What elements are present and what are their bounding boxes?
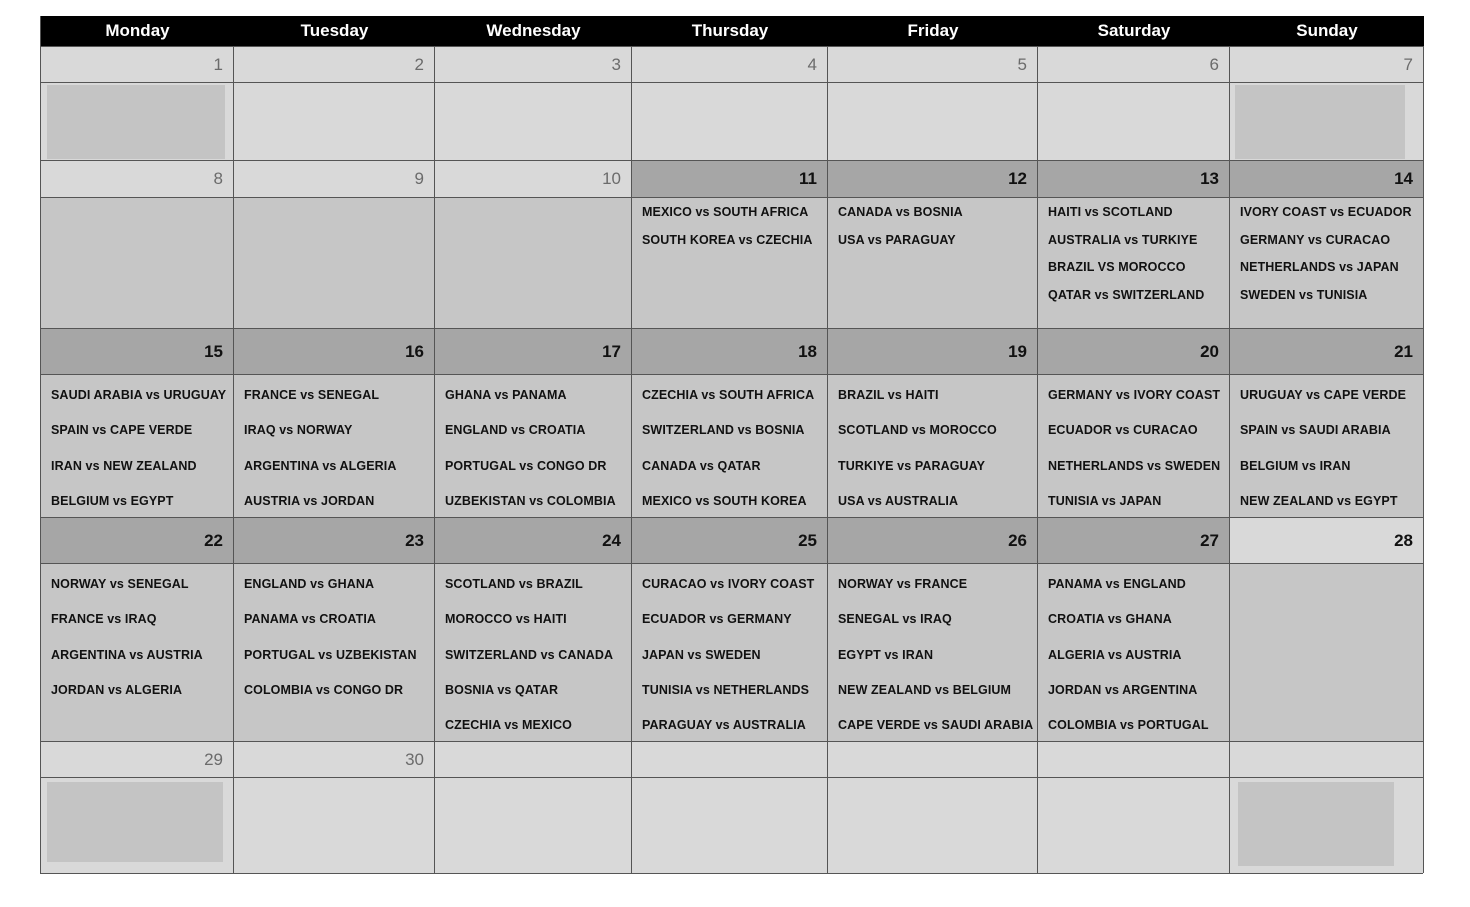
day-cell (828, 374, 1038, 517)
match-item: PORTUGAL vs UZBEKISTAN (244, 647, 417, 662)
day-cell (828, 563, 1038, 741)
match-item: PORTUGAL vs CONGO DR (445, 458, 607, 473)
match-item: CROATIA vs GHANA (1048, 612, 1172, 627)
month-calendar (40, 16, 1423, 874)
day-number: 28 (1230, 517, 1424, 563)
day-number: 9 (234, 160, 435, 197)
day-number: 12 (828, 160, 1038, 197)
match-list (1230, 198, 1423, 312)
day-cell (234, 82, 435, 160)
match-item: ECUADOR vs CURACAO (1048, 423, 1198, 438)
day-cell (1038, 82, 1230, 160)
day-number: 27 (1038, 517, 1230, 563)
match-item: CURACAO vs IVORY COAST (642, 577, 815, 591)
match-item: HAITI vs SCOTLAND (1048, 205, 1173, 219)
match-item: FRANCE vs IRAQ (51, 612, 157, 627)
day-cell (1230, 777, 1424, 873)
match-item: MOROCCO vs HAITI (445, 612, 567, 627)
day-cell (1038, 563, 1230, 741)
match-item: CANADA vs QATAR (642, 458, 761, 473)
match-item: TUNISIA vs JAPAN (1048, 493, 1162, 508)
weekday-header: Thursday (632, 16, 828, 46)
match-item: GERMANY vs IVORY COAST (1048, 388, 1221, 402)
day-number: 13 (1038, 160, 1230, 197)
placeholder-box (1235, 85, 1405, 159)
match-list (234, 564, 434, 715)
match-item: JAPAN vs SWEDEN (642, 647, 761, 662)
match-item: GERMANY vs CURACAO (1240, 232, 1391, 247)
day-number (1230, 741, 1424, 777)
placeholder-box (1238, 782, 1394, 866)
day-cell (632, 563, 828, 741)
match-list (1038, 564, 1229, 741)
day-cell (1038, 777, 1230, 873)
day-cell (632, 374, 828, 517)
match-item: USA vs PARAGUAY (838, 232, 956, 247)
day-cell (234, 777, 435, 873)
match-item: NEW ZEALAND vs BELGIUM (838, 682, 1012, 697)
day-cell (632, 82, 828, 160)
match-item: NORWAY vs FRANCE (838, 577, 968, 591)
day-number (435, 741, 632, 777)
match-item: SPAIN vs CAPE VERDE (51, 423, 193, 438)
day-cell (435, 82, 632, 160)
match-item: TURKIYE vs PARAGUAY (838, 458, 986, 473)
match-item: IRAN vs NEW ZEALAND (51, 458, 197, 473)
match-item: SWEDEN vs TUNISIA (1240, 287, 1368, 302)
match-list (632, 564, 827, 741)
day-number: 26 (828, 517, 1038, 563)
match-item: CZECHIA vs MEXICO (445, 718, 572, 733)
weekday-header: Sunday (1230, 16, 1424, 46)
day-number: 19 (828, 328, 1038, 374)
day-cell (435, 563, 632, 741)
match-list (1230, 375, 1423, 517)
day-number: 10 (435, 160, 632, 197)
match-item: SCOTLAND vs MOROCCO (838, 423, 997, 438)
match-item: MEXICO vs SOUTH KOREA (642, 493, 807, 508)
match-item: SCOTLAND vs BRAZIL (445, 577, 583, 591)
placeholder-box (47, 85, 225, 159)
day-number: 15 (41, 328, 234, 374)
day-cell (1230, 197, 1424, 328)
match-item: FRANCE vs SENEGAL (244, 388, 380, 402)
weekday-header: Wednesday (435, 16, 632, 46)
match-list (435, 375, 631, 517)
match-item: ECUADOR vs GERMANY (642, 612, 792, 627)
day-cell (435, 374, 632, 517)
weekday-header: Friday (828, 16, 1038, 46)
day-number: 30 (234, 741, 435, 777)
match-item: BELGIUM vs EGYPT (51, 493, 174, 508)
day-number: 29 (41, 741, 234, 777)
day-cell (41, 563, 234, 741)
match-item: PARAGUAY vs AUSTRALIA (642, 718, 806, 733)
day-number: 14 (1230, 160, 1424, 197)
day-number: 23 (234, 517, 435, 563)
day-cell (828, 82, 1038, 160)
match-item: CANADA vs BOSNIA (838, 205, 963, 219)
day-number (828, 741, 1038, 777)
match-item: NORWAY vs SENEGAL (51, 577, 189, 591)
match-item: ALGERIA vs AUSTRIA (1048, 647, 1182, 662)
match-list (828, 375, 1037, 517)
placeholder-box (47, 782, 223, 862)
match-list (632, 375, 827, 517)
match-list (1038, 198, 1229, 312)
day-cell (828, 197, 1038, 328)
day-number: 5 (828, 46, 1038, 82)
day-number: 8 (41, 160, 234, 197)
weekday-header: Saturday (1038, 16, 1230, 46)
day-number: 20 (1038, 328, 1230, 374)
match-item: SENEGAL vs IRAQ (838, 612, 952, 627)
match-item: ARGENTINA vs AUSTRIA (51, 647, 203, 662)
day-cell (234, 563, 435, 741)
match-item: SWITZERLAND vs BOSNIA (642, 423, 805, 438)
day-cell (41, 777, 234, 873)
day-cell (41, 197, 234, 328)
day-number: 22 (41, 517, 234, 563)
match-item: JORDAN vs ALGERIA (51, 682, 183, 697)
day-number: 3 (435, 46, 632, 82)
day-number: 17 (435, 328, 632, 374)
match-item: JORDAN vs ARGENTINA (1048, 682, 1198, 697)
match-item: USA vs AUSTRALIA (838, 493, 959, 508)
day-cell (41, 82, 234, 160)
day-cell (1038, 197, 1230, 328)
day-cell (41, 374, 234, 517)
day-cell (1230, 563, 1424, 741)
day-number: 11 (632, 160, 828, 197)
day-number: 18 (632, 328, 828, 374)
day-number: 21 (1230, 328, 1424, 374)
day-cell (1230, 374, 1424, 517)
match-item: IRAQ vs NORWAY (244, 423, 353, 438)
match-item: MEXICO vs SOUTH AFRICA (642, 205, 809, 219)
match-item: PANAMA vs ENGLAND (1048, 577, 1186, 591)
day-number: 2 (234, 46, 435, 82)
match-item: CAPE VERDE vs SAUDI ARABIA (838, 718, 1034, 733)
match-item: CZECHIA vs SOUTH AFRICA (642, 388, 815, 402)
day-number: 16 (234, 328, 435, 374)
weekday-header: Tuesday (234, 16, 435, 46)
match-item: GHANA vs PANAMA (445, 388, 567, 402)
day-number (632, 741, 828, 777)
day-cell (234, 197, 435, 328)
match-item: UZBEKISTAN vs COLOMBIA (445, 493, 616, 508)
day-cell (828, 777, 1038, 873)
day-cell (1230, 82, 1424, 160)
match-item: NEW ZEALAND vs EGYPT (1240, 493, 1398, 508)
match-item: BELGIUM vs IRAN (1240, 458, 1351, 473)
match-list (828, 564, 1037, 741)
match-list (234, 375, 434, 517)
day-number: 1 (41, 46, 234, 82)
day-cell (1038, 374, 1230, 517)
match-item: SWITZERLAND vs CANADA (445, 647, 614, 662)
match-list (1038, 375, 1229, 517)
match-list (828, 198, 1037, 257)
match-item: ENGLAND vs GHANA (244, 577, 375, 591)
match-item: COLOMBIA vs PORTUGAL (1048, 718, 1209, 733)
weekday-header: Monday (41, 16, 234, 46)
match-item: QATAR vs SWITZERLAND (1048, 287, 1205, 302)
match-item: AUSTRIA vs JORDAN (244, 493, 375, 508)
match-item: EGYPT vs IRAN (838, 647, 934, 662)
match-list (632, 198, 827, 257)
match-item: NETHERLANDS vs JAPAN (1240, 260, 1399, 274)
day-number: 7 (1230, 46, 1424, 82)
match-item: URUGUAY vs CAPE VERDE (1240, 388, 1407, 402)
match-item: TUNISIA vs NETHERLANDS (642, 682, 810, 697)
match-item: IVORY COAST vs ECUADOR (1240, 205, 1412, 219)
day-number: 6 (1038, 46, 1230, 82)
match-item: SOUTH KOREA vs CZECHIA (642, 232, 813, 247)
match-item: BOSNIA vs QATAR (445, 682, 559, 697)
match-list (435, 564, 631, 741)
match-item: BRAZIL vs HAITI (838, 388, 939, 402)
day-number (1038, 741, 1230, 777)
match-item: PANAMA vs CROATIA (244, 612, 377, 627)
match-item: COLOMBIA vs CONGO DR (244, 682, 404, 697)
match-list (41, 564, 233, 715)
day-cell (632, 197, 828, 328)
day-number: 4 (632, 46, 828, 82)
day-number: 25 (632, 517, 828, 563)
match-item: AUSTRALIA vs TURKIYE (1048, 232, 1198, 247)
day-number: 24 (435, 517, 632, 563)
day-cell (234, 374, 435, 517)
match-item: ENGLAND vs CROATIA (445, 423, 586, 438)
match-item: SAUDI ARABIA vs URUGUAY (51, 388, 227, 402)
match-list (41, 375, 233, 517)
match-item: NETHERLANDS vs SWEDEN (1048, 458, 1221, 473)
match-item: ARGENTINA vs ALGERIA (244, 458, 397, 473)
day-cell (435, 197, 632, 328)
day-cell (632, 777, 828, 873)
day-cell (435, 777, 632, 873)
match-item: BRAZIL VS MOROCCO (1048, 260, 1186, 274)
match-item: SPAIN vs SAUDI ARABIA (1240, 423, 1391, 438)
